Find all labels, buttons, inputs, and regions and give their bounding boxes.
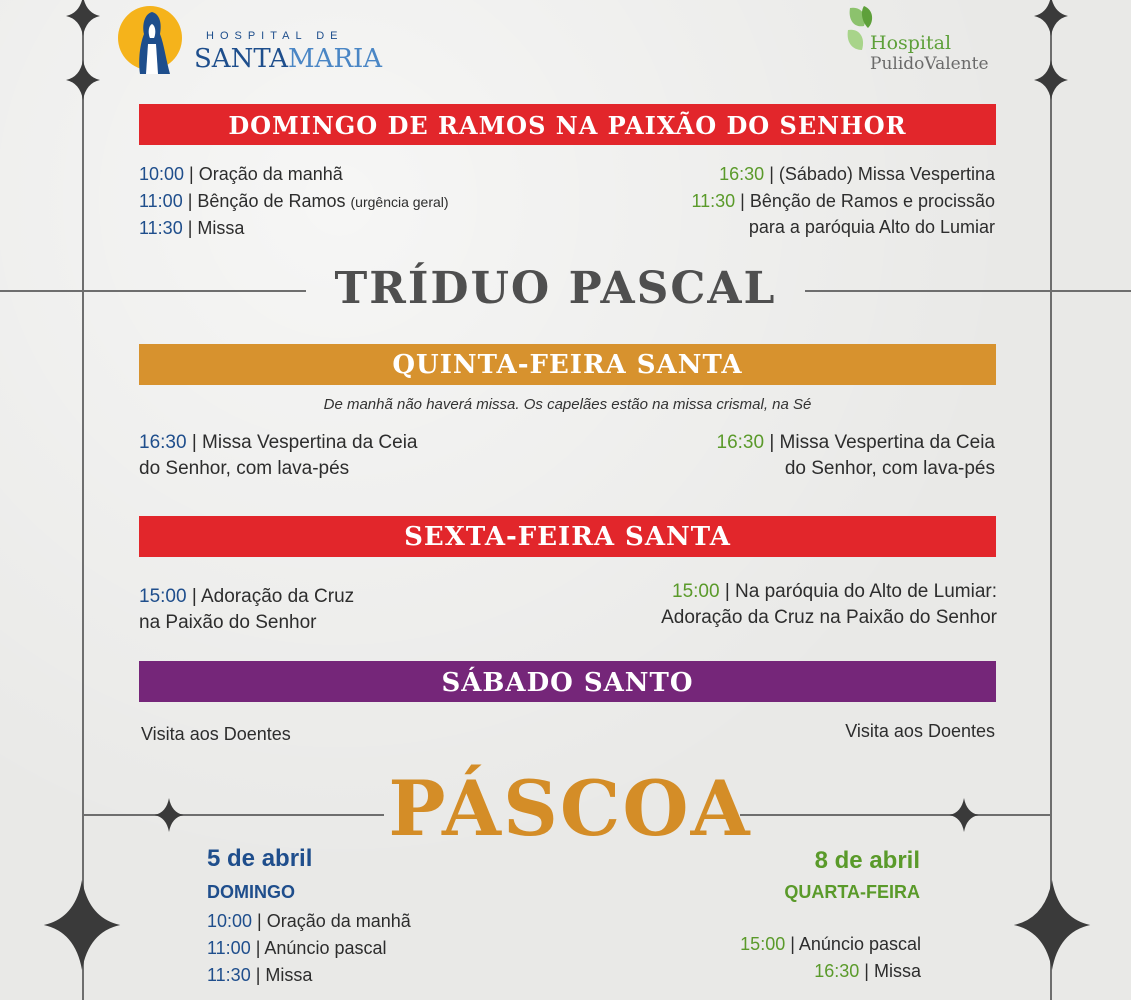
domingo-right-item: 11:30 | Bênção de Ramos e procissão para a paróquia Alto do Lumiar [691, 191, 995, 237]
star-icon [1034, 0, 1068, 36]
event-label: Missa [197, 218, 245, 238]
time-label: 10:00 [139, 164, 185, 184]
pascoa-right-item: 15:00 | Anúncio pascal [740, 934, 921, 954]
pascoa-right-date: 8 de abril [814, 847, 920, 874]
time-label: 16:30 [139, 432, 187, 453]
time-label: 16:30 [716, 432, 765, 453]
time-label: 16:30 [719, 164, 765, 184]
pascoa-left-item: 10:00 | Oração da manhã [207, 911, 411, 931]
santa-maria-logo [118, 4, 383, 80]
star-icon [66, 60, 100, 100]
time-label: 15:00 [672, 581, 720, 602]
event-label-cont: na Paixão do Senhor [139, 612, 317, 633]
sabado-santo-banner: SÁBADO SANTO [139, 661, 996, 702]
triduo-title: TRÍDUO PASCAL [334, 263, 777, 314]
star-icon [42, 880, 122, 970]
event-label: Bênção de Ramos e procissão [749, 191, 995, 211]
time-label: 11:30 [207, 965, 251, 985]
event-label-cont: do Senhor, com lava-pés [139, 458, 350, 479]
sabado-left-item: Visita aos Doentes [141, 724, 291, 744]
star-icon [1034, 60, 1068, 100]
quinta-note: De manhã não haverá missa. Os capelães estão na missa crismal, na Sé [323, 396, 812, 413]
domingo-right-item: 16:30 | (Sábado) Missa Vespertina [719, 164, 995, 184]
domingo-left-item: 10:00 | Oração da manhã [139, 164, 343, 184]
pascoa-right-item: 16:30 | Missa [814, 961, 921, 981]
frame-line-right [1050, 0, 1052, 1000]
time-label: 10:00 [207, 911, 253, 931]
event-label: Anúncio pascal [798, 934, 921, 954]
pulido-line2: PulidoValente [870, 54, 989, 74]
event-label: Na paróquia do Alto de Lumiar: [735, 581, 997, 602]
time-label: 11:00 [207, 938, 251, 958]
domingo-left-item: 11:00 | Bênção de Ramos (urgência geral) [139, 191, 449, 211]
star-icon [153, 798, 185, 832]
time-label: 16:30 [814, 961, 860, 981]
santa-maria-maria: MARIA [288, 44, 383, 74]
event-label-cont: para a paróquia Alto do Lumiar [748, 217, 995, 237]
frame-line-left [82, 0, 84, 1000]
event-label: Missa Vespertina da Ceia [202, 432, 418, 453]
sexta-right-item: 15:00 | Na paróquia do Alto de Lumiar: Adoração da Cruz na Paixão do Senhor [661, 581, 997, 628]
star-icon [948, 798, 980, 832]
event-label: (Sábado) Missa Vespertina [778, 164, 995, 184]
pascoa-rule-left [84, 814, 384, 816]
santa-maria-name [194, 44, 382, 74]
pascoa-left-day: DOMINGO [207, 882, 295, 902]
pascoa-rule-right [740, 814, 1050, 816]
time-label: 11:00 [139, 191, 183, 211]
event-label-cont: Adoração da Cruz na Paixão do Senhor [661, 607, 997, 628]
event-label: Missa [265, 965, 313, 985]
event-label: Oração da manhã [198, 164, 343, 184]
triduo-rule-right [805, 290, 1131, 292]
pascoa-title: PÁSCOA [388, 764, 752, 853]
time-label: 11:30 [139, 218, 183, 238]
event-label: Oração da manhã [266, 911, 411, 931]
event-label: Missa [873, 961, 921, 981]
pascoa-right-day: QUARTA-FEIRA [784, 882, 920, 902]
santa-maria-line1: HOSPITAL DE [206, 30, 344, 42]
quinta-right-item: 16:30 | Missa Vespertina da Ceia do Senhor, com lava-pés [716, 432, 995, 479]
pascoa-left-item: 11:00 | Anúncio pascal [207, 938, 387, 958]
event-note: (urgência geral) [350, 194, 449, 210]
triduo-rule-left [0, 290, 306, 292]
time-label: 15:00 [139, 586, 187, 607]
time-label: 11:30 [691, 191, 736, 211]
event-label-cont: do Senhor, com lava-pés [784, 458, 995, 479]
domingo-ramos-banner: DOMINGO DE RAMOS NA PAIXÃO DO SENHOR [139, 104, 996, 145]
pascoa-left-date: 5 de abril [207, 845, 313, 872]
event-label: Missa Vespertina da Ceia [779, 432, 995, 453]
star-icon [66, 0, 100, 36]
sexta-feira-banner: SEXTA-FEIRA SANTA [139, 516, 996, 557]
time-label: 15:00 [740, 934, 786, 954]
santa-maria-emblem-icon [118, 4, 182, 76]
pulido-line1: Hospital [870, 32, 952, 54]
pulido-valente-logo [846, 4, 1006, 74]
quinta-left-item: 16:30 | Missa Vespertina da Ceia do Senhor, com lava-pés [139, 432, 418, 479]
quinta-feira-banner: QUINTA-FEIRA SANTA [139, 344, 996, 385]
event-label: Anúncio pascal [264, 938, 387, 958]
star-icon [1012, 880, 1092, 970]
domingo-left-item: 11:30 | Missa [139, 218, 245, 238]
sabado-right-item: Visita aos Doentes [845, 721, 995, 741]
pascoa-left-item: 11:30 | Missa [207, 965, 313, 985]
event-label: Bênção de Ramos [197, 191, 346, 211]
santa-maria-santa: SANTA [194, 44, 289, 74]
sexta-left-item: 15:00 | Adoração da Cruz na Paixão do Senhor [139, 586, 355, 633]
event-label: Adoração da Cruz [201, 586, 355, 607]
